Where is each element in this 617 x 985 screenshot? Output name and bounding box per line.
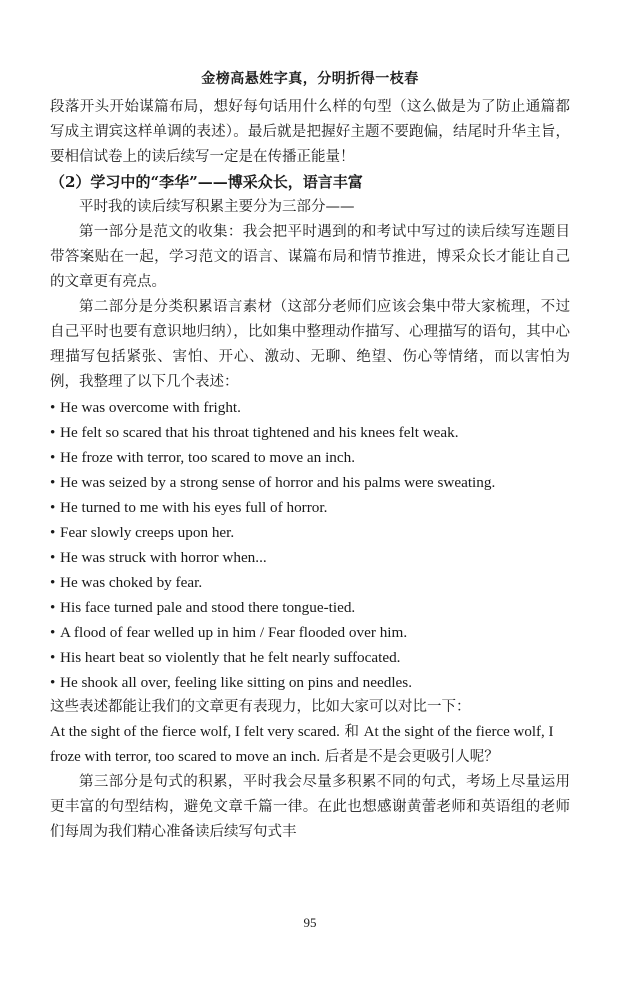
bullet-dot: •	[50, 649, 56, 666]
list-item: • He was overcome with fright.	[50, 395, 570, 420]
part1-paragraph: 第一部分是范文的收集：我会把平时遇到的和考试中写过的读后续写连题目带答案贴在一起，学习范文的语言、谋篇布局和情节推进，博采众长才能让自己的文章更有亮点。	[50, 224, 570, 290]
list-item: • He shook all over, feeling like sitting on pins and needles.	[50, 670, 570, 695]
section-summary: 平时我的读后续写积累主要分为三部分——	[79, 199, 355, 215]
bullet-dot: •	[50, 474, 56, 491]
bullet-dot: •	[50, 399, 56, 416]
compare-paragraph	[50, 720, 570, 770]
bullet-dot: •	[50, 499, 56, 516]
intro-paragraph: 段落开头开始谋篇布局，想好每句话用什么样的句型（这么做是为了防止通篇都写成主谓宾这样单调的表述）。最后就是把握好主题不要跑偏，结尾时升华主旨，要相信试卷上的读后续写一定是在传播正能量！	[50, 99, 570, 165]
page-content	[50, 95, 570, 845]
bullet-dot: •	[50, 449, 56, 466]
compare-sentence-a: At the sight of the fierce wolf, I felt very scared.	[50, 724, 340, 740]
part2-paragraph: 第二部分是分类积累语言素材（这部分老师们应该会集中带大家梳理，不过自己平时也要有意识地归纳），比如集中整理动作描写、心理描写的语句，其中心理描写包括紧张、害怕、开心、激动、无聊、绝望、伤心等情绪，而以害怕为例，我整理了以下几个表述：	[50, 299, 570, 390]
bullet-dot: •	[50, 599, 56, 616]
list-item: • A flood of fear welled up in him / Fear flooded over him.	[50, 620, 570, 645]
bullet-dot: •	[50, 524, 56, 541]
fear-expression-list	[50, 395, 570, 695]
list-item: • He froze with terror, too scared to move an inch.	[50, 445, 570, 470]
list-item: • His heart beat so violently that he felt nearly suffocated.	[50, 645, 570, 670]
compare-question: 后者是不是会更吸引人呢？	[324, 749, 499, 765]
bullet-dot: •	[50, 549, 56, 566]
list-item: • He was struck with horror when...	[50, 545, 570, 570]
list-item: • He was seized by a strong sense of horror and his palms were sweating.	[50, 470, 570, 495]
page-number: 95	[303, 915, 317, 930]
bullet-dot: •	[50, 424, 56, 441]
list-item: • His face turned pale and stood there tongue-tied.	[50, 595, 570, 620]
bullet-dot: •	[50, 624, 56, 641]
running-header: 金榜高悬姓字真，分明折得一枝春	[201, 71, 419, 87]
list-item: • He was choked by fear.	[50, 570, 570, 595]
section-heading: （2）学习中的“李华”——博采众长，语言丰富	[50, 173, 363, 191]
list-item: • Fear slowly creeps upon her.	[50, 520, 570, 545]
compare-sentence-b: At the sight of the fierce wolf, I froze with terror, too scared to move an inch.	[50, 724, 554, 765]
bullet-dot: •	[50, 574, 56, 591]
compare-intro: 这些表述都能让我们的文章更有表现力，比如大家可以对比一下：	[50, 699, 471, 715]
list-item: • He turned to me with his eyes full of horror.	[50, 495, 570, 520]
part3-paragraph: 第三部分是句式的积累，平时我会尽量多积累不同的句式，考场上尽量运用更丰富的句型结构，避免文章千篇一律。在此也想感谢黄蕾老师和英语组的老师们每周为我们精心准备读后续写句式丰	[50, 774, 570, 840]
bullet-dot: •	[50, 674, 56, 691]
list-item: • He felt so scared that his throat tightened and his knees felt weak.	[50, 420, 570, 445]
compare-connector: 和	[344, 724, 359, 740]
